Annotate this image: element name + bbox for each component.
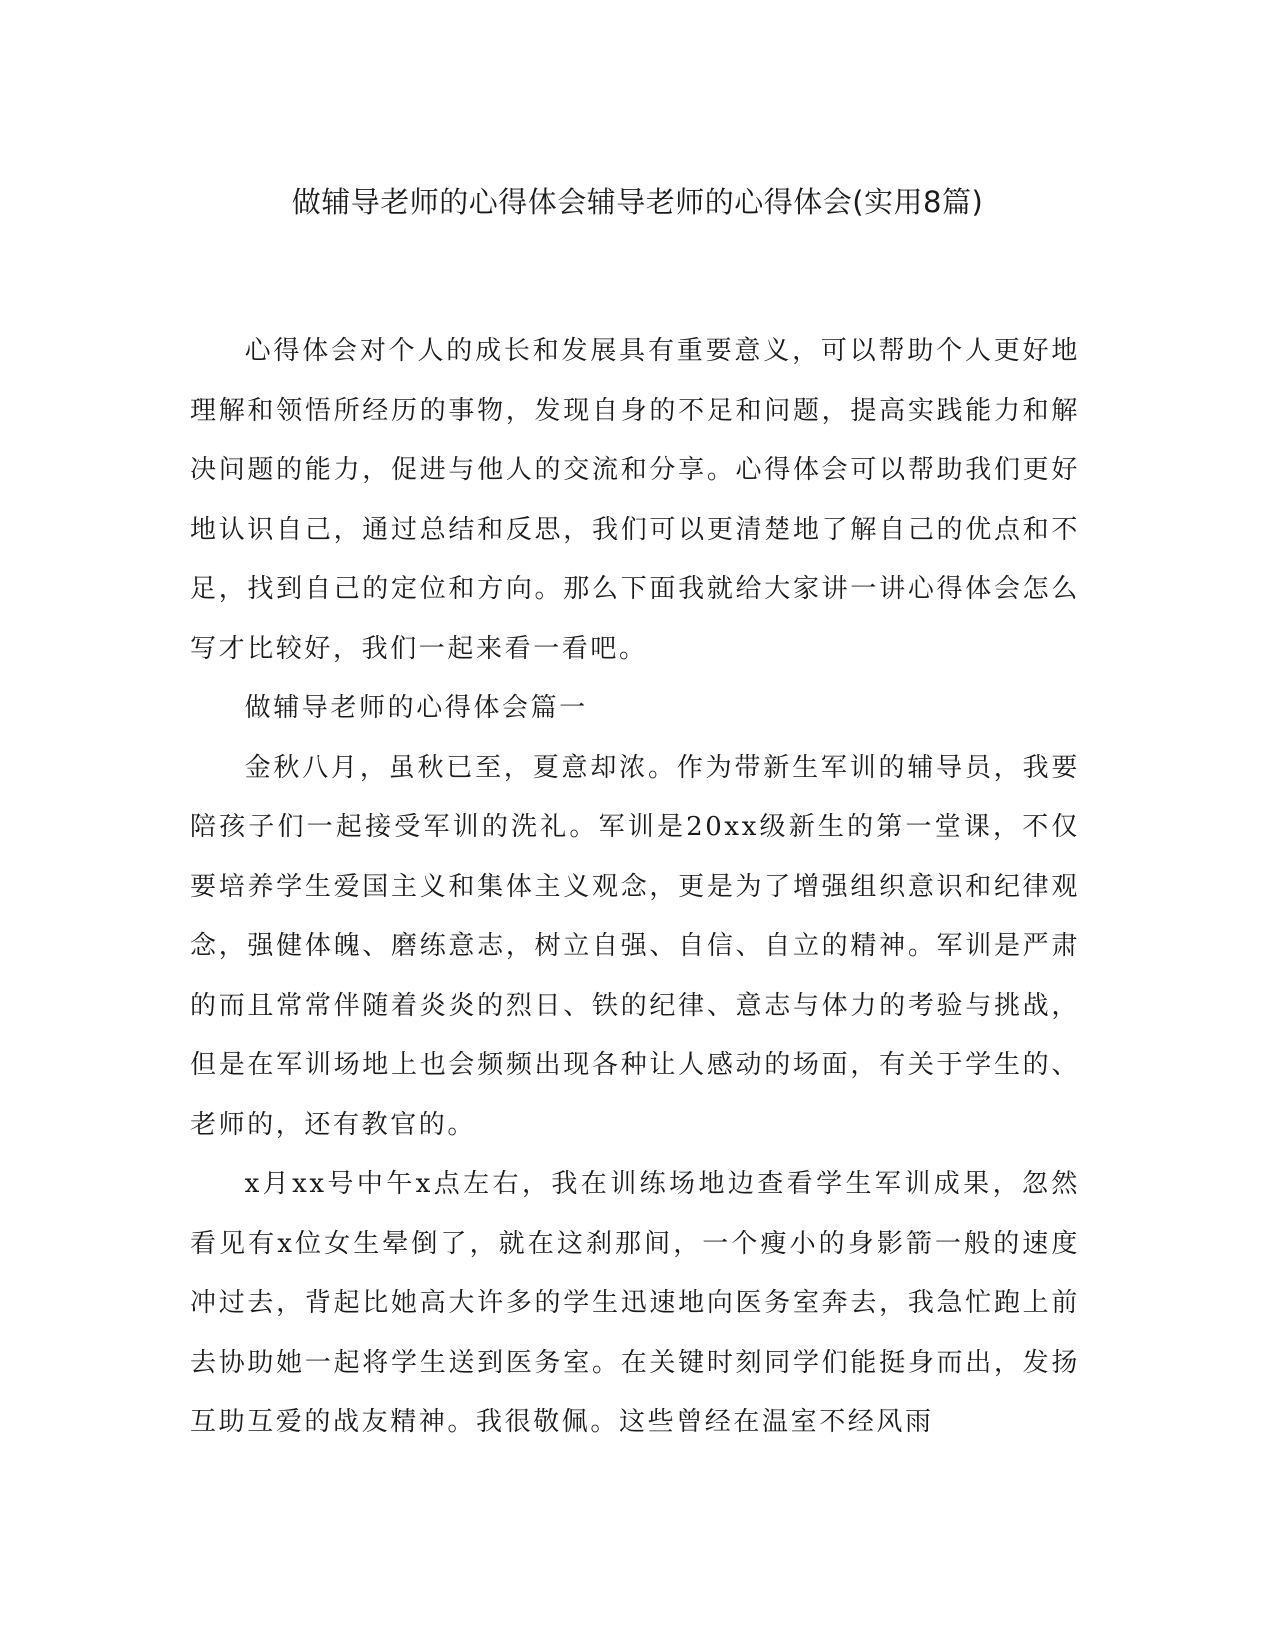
section-paragraph: 金秋八月，虽秋已至，夏意却浓。作为带新生军训的辅导员，我要陪孩子们一起接受军训的洗礼。军训是20xx级新生的第一堂课，不仅要培养学生爱国主义和集体主义观念，更是为了增强组织意识和纪律观念，强健体魄、磨练意志，树立自强、自信、自立的精神。军训是严肃的而且常常伴随着炎炎的烈日、铁的纪律、意志与体力的考验与挑战，但是在军训场地上也会频频出现各种让人感动的场面，有关于学生的、老师的，还有教官的。 [190,752,1080,1140]
section-paragraph: x月xx号中午x点左右，我在训练场地边查看学生军训成果，忽然看见有x位女生晕倒了，就在这刹那间，一个瘦小的身影箭一般的速度冲过去，背起比她高大许多的学生迅速地向医务室奔去，我急忙跑上前去协助她一起将学生送到医务室。在关键时刻同学们能挺身而出，发扬互助互爱的战友精神。我很敬佩。这些曾经在温室不经风雨 [190,1169,1080,1437]
intro-paragraph: 心得体会对个人的成长和发展具有重要意义，可以帮助个人更好地理解和领悟所经历的事物，发现自身的不足和问题，提高实践能力和解决问题的能力，促进与他人的交流和分享。心得体会可以帮助我们更好地认识自己，通过总结和反思，我们可以更清楚地了解自己的优点和不足，找到自己的定位和方向。那么下面我就给大家讲一讲心得体会怎么写才比较好，我们一起来看一看吧。 [190,336,1080,664]
document-body [190,322,1080,1453]
document-title: 做辅导老师的心得体会辅导老师的心得体会(实用8篇) [291,185,984,219]
section-heading: 做辅导老师的心得体会篇一 [244,693,588,723]
